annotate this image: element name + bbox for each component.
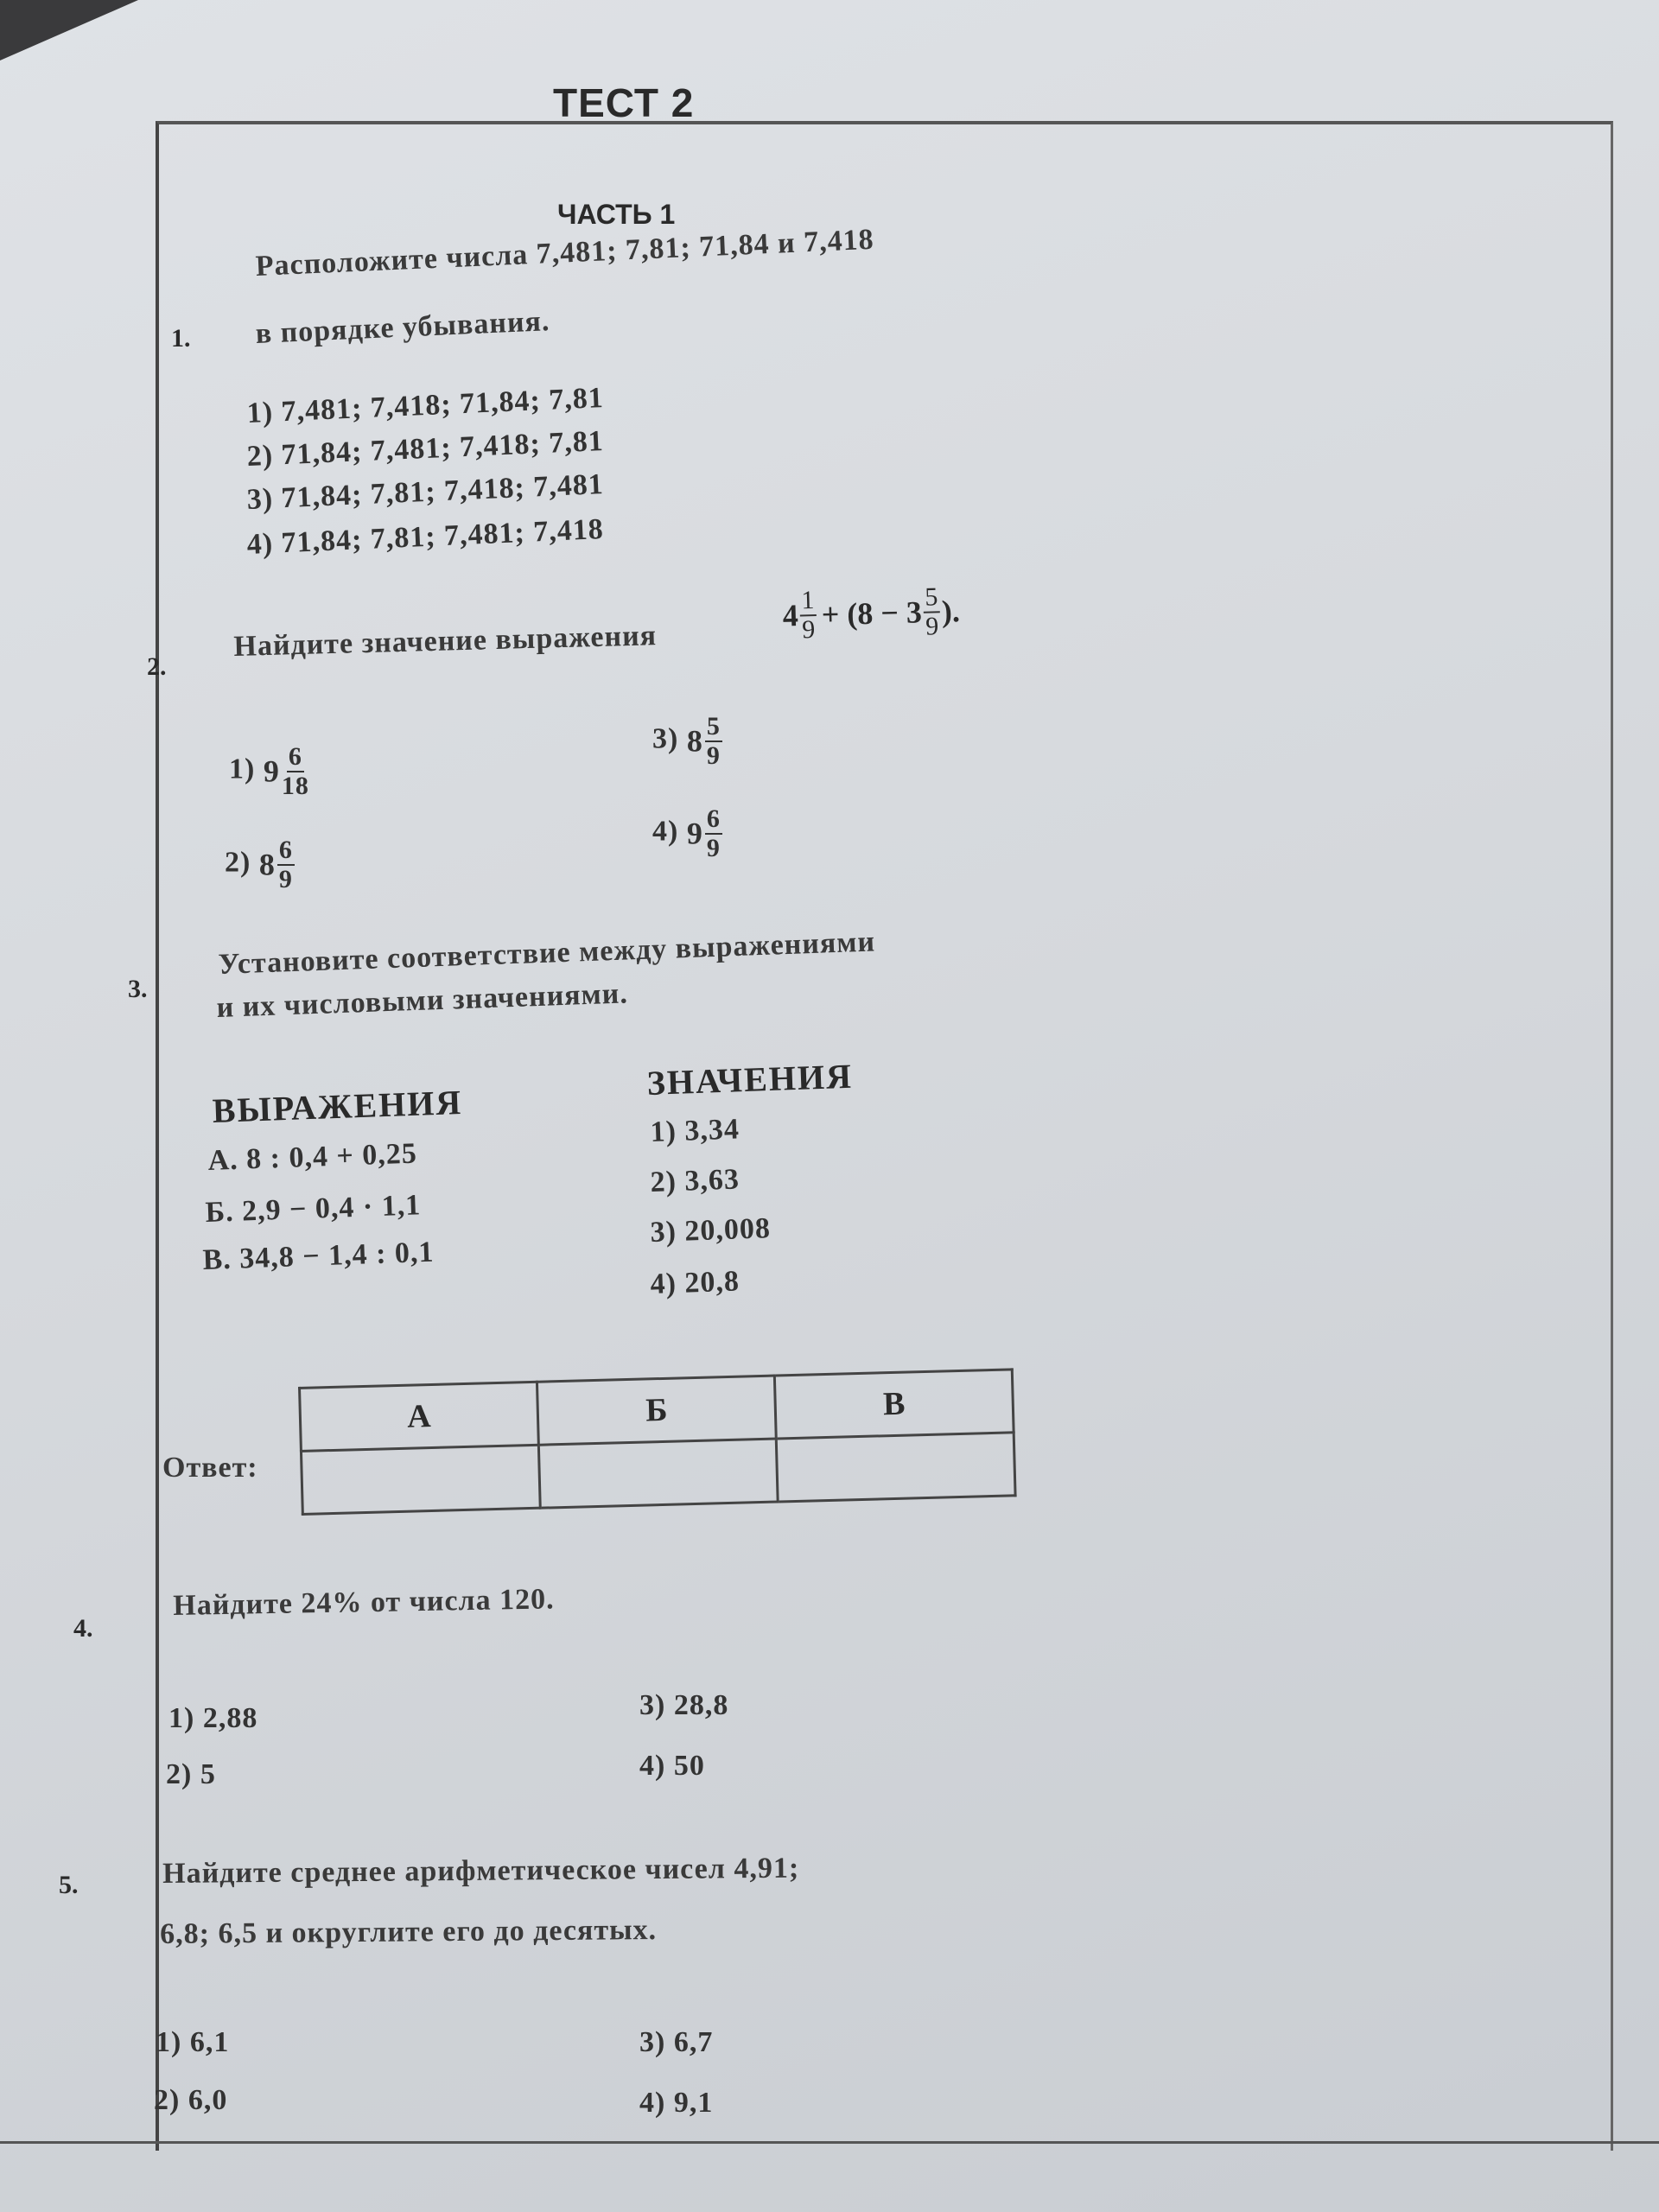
test-title: ТЕСТ 2 bbox=[553, 80, 695, 125]
q2-option-4-whole: 9 bbox=[686, 816, 703, 851]
q2-expr-end: ). bbox=[941, 594, 961, 629]
q3-answer-col-a: А bbox=[300, 1382, 539, 1451]
q1-option-3: 3) 71,84; 7,81; 7,418; 7,481 bbox=[246, 467, 605, 516]
q2-option-3-label: 3) bbox=[652, 722, 679, 755]
q3-value-4: 4) 20,8 bbox=[650, 1265, 741, 1300]
q2-expr-whole-1: 4 bbox=[782, 598, 799, 633]
q1-option-4: 4) 71,84; 7,81; 7,481; 7,418 bbox=[246, 512, 605, 561]
q4-option-3: 3) 28,8 bbox=[639, 1689, 729, 1721]
q4-option-1: 1) 2,88 bbox=[168, 1702, 258, 1734]
q2-option-2-denominator: 9 bbox=[278, 864, 293, 893]
q2-option-2 bbox=[225, 836, 296, 893]
q2-option-4-numerator: 6 bbox=[706, 804, 721, 833]
q2-option-2-fraction bbox=[277, 836, 295, 893]
q2-expr-fraction-1 bbox=[799, 587, 817, 643]
q2-text: Найдите значение выражения bbox=[233, 620, 658, 663]
q3-expression-a: А. 8 : 0,4 + 0,25 bbox=[207, 1137, 418, 1177]
q2-expr-numerator-2: 5 bbox=[923, 583, 940, 613]
q4-option-2: 2) 5 bbox=[166, 1758, 216, 1790]
q1-number: 1. bbox=[171, 324, 191, 353]
q1-option-1: 1) 7,481; 7,418; 71,84; 7,81 bbox=[246, 381, 605, 429]
q3-text-line1: Установите соответствие между выражениями bbox=[218, 925, 876, 981]
q2-option-3-denominator: 9 bbox=[706, 741, 721, 770]
q2-option-2-whole: 8 bbox=[258, 847, 276, 882]
q3-answer-cell-a[interactable] bbox=[301, 1445, 540, 1514]
q3-answer-cell-b[interactable] bbox=[538, 1439, 778, 1508]
q2-option-2-numerator: 6 bbox=[278, 836, 293, 864]
q2-option-3-numerator: 5 bbox=[706, 712, 721, 741]
q3-expressions-heading: ВЫРАЖЕНИЯ bbox=[212, 1082, 463, 1130]
q3-answer-cell-v[interactable] bbox=[776, 1433, 1015, 1502]
q5-option-4: 4) 9,1 bbox=[639, 2087, 714, 2119]
q2-expr-denominator-2: 9 bbox=[925, 611, 939, 641]
q5-text-line2: 6,8; 6,5 и округлите его до десятых. bbox=[160, 1913, 658, 1950]
q5-text-line1: Найдите среднее арифметическое чисел 4,91; bbox=[162, 1852, 800, 1890]
q1-text-line2: в порядке убывания. bbox=[255, 305, 551, 350]
q4-number: 4. bbox=[73, 1614, 93, 1643]
q2-option-4-fraction bbox=[705, 805, 722, 861]
part-title: ЧАСТЬ 1 bbox=[557, 199, 676, 230]
q3-values-heading: ЗНАЧЕНИЯ bbox=[646, 1056, 854, 1103]
q2-option-4-label: 4) bbox=[652, 815, 679, 848]
q3-number: 3. bbox=[128, 975, 148, 1003]
q5-number: 5. bbox=[59, 1871, 79, 1899]
q2-expression bbox=[782, 583, 961, 644]
q2-option-3-fraction bbox=[705, 713, 722, 769]
q1-text-line1: Расположите числа 7,481; 7,81; 71,84 и 7,418 bbox=[255, 223, 875, 283]
q2-option-2-label: 2) bbox=[225, 846, 251, 879]
q2-option-3-whole: 8 bbox=[686, 723, 703, 759]
q5-option-3: 3) 6,7 bbox=[639, 2026, 714, 2058]
q3-expression-b: Б. 2,9 − 0,4 · 1,1 bbox=[205, 1189, 422, 1229]
q2-option-1-fraction bbox=[282, 743, 309, 799]
q2-option-1-whole: 9 bbox=[263, 753, 280, 789]
q3-text-line2: и их числовыми значениями. bbox=[216, 977, 629, 1024]
q2-option-1 bbox=[229, 743, 311, 799]
q3-value-1: 1) 3,34 bbox=[650, 1113, 741, 1148]
q5-option-1: 1) 6,1 bbox=[156, 2026, 230, 2058]
q2-option-4 bbox=[652, 805, 724, 861]
q3-value-3: 3) 20,008 bbox=[650, 1212, 772, 1249]
q2-option-1-label: 1) bbox=[229, 753, 256, 785]
q2-expr-fraction-2 bbox=[923, 583, 941, 639]
q3-answer-label: Ответ: bbox=[162, 1452, 258, 1484]
q3-answer-col-b: Б bbox=[537, 1376, 776, 1445]
q2-option-3 bbox=[652, 713, 724, 769]
q2-expr-numerator-1: 1 bbox=[799, 587, 817, 616]
q2-option-1-numerator: 6 bbox=[288, 742, 302, 771]
q5-option-2: 2) 6,0 bbox=[154, 2084, 228, 2116]
q2-number: 2. bbox=[147, 652, 167, 681]
q2-option-4-denominator: 9 bbox=[706, 833, 721, 862]
q4-text: Найдите 24% от числа 120. bbox=[173, 1583, 555, 1622]
q2-option-1-denominator: 18 bbox=[281, 771, 309, 800]
q2-expr-middle: + (8 − 3 bbox=[821, 594, 923, 632]
q3-expression-v: В. 34,8 − 1,4 : 0,1 bbox=[202, 1236, 435, 1276]
q4-option-4: 4) 50 bbox=[639, 1750, 705, 1782]
q1-option-2: 2) 71,84; 7,481; 7,418; 7,81 bbox=[246, 424, 605, 473]
q3-value-2: 2) 3,63 bbox=[650, 1163, 741, 1198]
q3-answer-table bbox=[298, 1368, 1017, 1516]
q3-answer-col-v: В bbox=[774, 1370, 1014, 1439]
q2-expr-denominator-1: 9 bbox=[801, 614, 816, 644]
